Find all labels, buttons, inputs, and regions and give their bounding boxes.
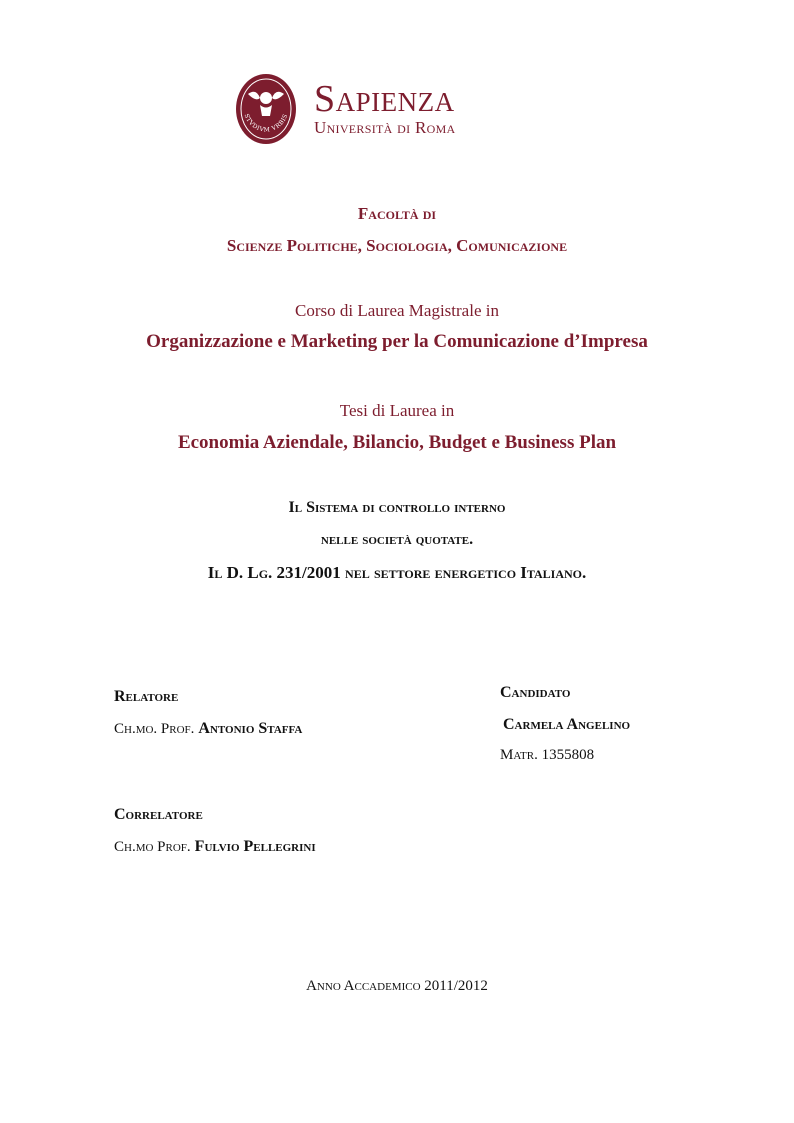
- correlatore-label: Correlatore: [114, 806, 203, 823]
- faculty-line-1: Facoltà di: [357, 204, 437, 223]
- candidato-name: Carmela Angelino: [503, 716, 631, 733]
- faculty-line-2: Scienze Politiche, Sociologia, Comunicazione: [226, 236, 568, 255]
- thesis-title-line-1: Il Sistema di controllo interno: [288, 499, 506, 516]
- sapienza-seal-logo: [234, 72, 298, 146]
- academic-year-value: 2011/2012: [424, 978, 488, 994]
- thesis-subject-intro: Tesi di Laurea in: [339, 401, 455, 420]
- thesis-title-line-3: Il D. Lg. 231/2001 nel settore energetico Italiano.: [207, 563, 587, 582]
- course-intro: Corso di Laurea Magistrale in: [295, 301, 499, 320]
- thesis-subject-name: Economia Aziendale, Bilancio, Budget e Business Plan: [177, 432, 617, 453]
- candidato-label: Candidato: [500, 684, 571, 701]
- correlatore-prefix: Ch.mo Prof.: [114, 839, 191, 855]
- svg-text:STVDIVM VRBIS: STVDIVM VRBIS: [242, 112, 290, 134]
- relatore-name: Antonio Staffa: [198, 720, 303, 737]
- academic-year: [0, 978, 794, 995]
- academic-year-label: Anno Accademico: [306, 978, 421, 994]
- matr-label: Matr.: [500, 747, 538, 763]
- thesis-title-line-2: nelle società quotate.: [320, 531, 474, 548]
- sapienza-wordmark: [314, 80, 456, 138]
- correlatore-name: Fulvio Pellegrini: [194, 838, 316, 855]
- relatore-line: [114, 720, 302, 738]
- relatore-label: Relatore: [114, 688, 179, 705]
- university-subtitle: Università di Roma: [314, 118, 456, 137]
- relatore-prefix: Ch.mo. Prof.: [114, 721, 195, 737]
- correlatore-line: [114, 838, 316, 856]
- matr-number: 1355808: [541, 747, 595, 763]
- university-name: Sapienza: [314, 78, 455, 120]
- course-name: Organizzazione e Marketing per la Comunicazione d’Impresa: [146, 331, 648, 352]
- candidato-matr: [500, 747, 594, 764]
